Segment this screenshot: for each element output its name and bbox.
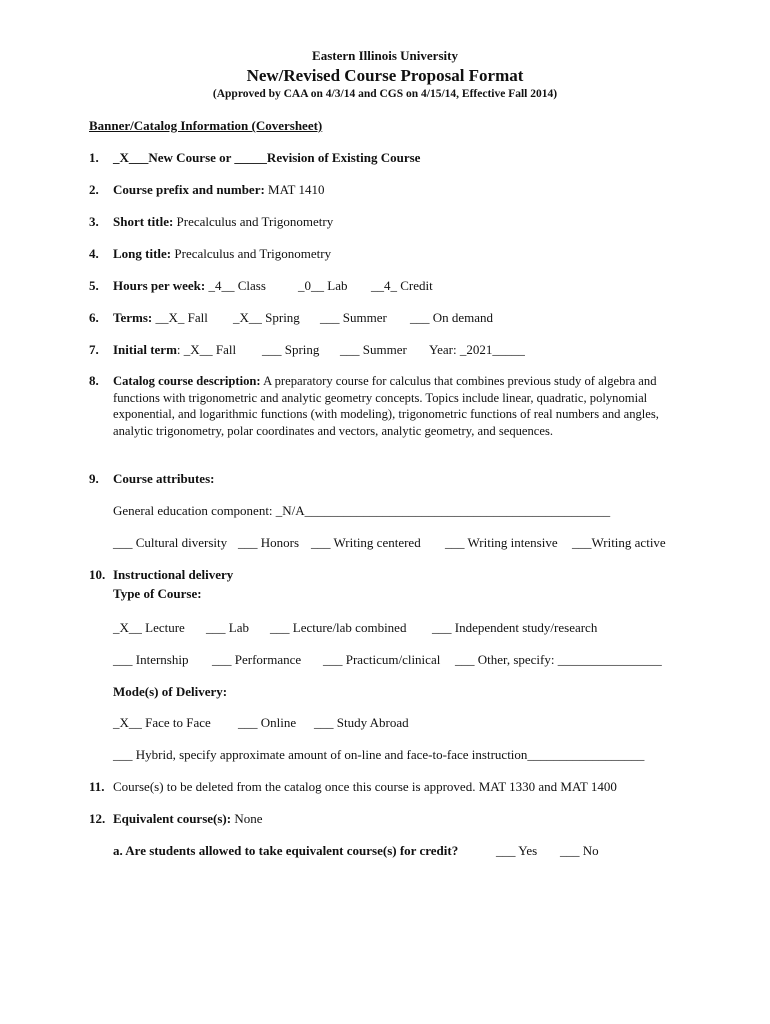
equivalent-credit-no: ___ No bbox=[560, 843, 599, 858]
equivalent-courses-row bbox=[113, 811, 263, 827]
instructional-delivery-label: Instructional delivery bbox=[113, 567, 234, 582]
item-number: 11. bbox=[89, 779, 105, 794]
attr-cultural-diversity: ___ Cultural diversity bbox=[113, 535, 228, 550]
mode-study-abroad: ___ Study Abroad bbox=[314, 715, 409, 730]
field-label: Equivalent course(s): bbox=[113, 811, 232, 826]
field-label: Short title: bbox=[113, 214, 174, 229]
item-number: 3. bbox=[89, 214, 99, 229]
short-title-row bbox=[113, 214, 333, 230]
hours-label-row bbox=[113, 278, 266, 294]
mode-of-delivery-label: Mode(s) of Delivery: bbox=[113, 684, 228, 699]
field-label: Hours per week: bbox=[113, 278, 206, 293]
type-internship: ___ Internship bbox=[113, 652, 189, 667]
document-title: New/Revised Course Proposal Format bbox=[246, 66, 524, 85]
course-prefix-row bbox=[113, 182, 325, 198]
type-other: ___ Other, specify: ________________ bbox=[455, 652, 662, 667]
mode-face-to-face: _X__ Face to Face bbox=[113, 715, 211, 730]
attr-honors: ___ Honors bbox=[238, 535, 300, 550]
type-independent-study: ___ Independent study/research bbox=[432, 620, 598, 635]
mode-hybrid: ___ Hybrid, specify approximate amount of on-line and face-to-face instruction__________________ bbox=[113, 747, 645, 762]
field-label: Course prefix and number: bbox=[113, 182, 265, 197]
long-title-value: Precalculus and Trigonometry bbox=[171, 246, 332, 261]
field-label: Terms: bbox=[113, 310, 153, 325]
attr-writing-centered: ___ Writing centered bbox=[311, 535, 421, 550]
initial-term-fall: : _X__ Fall bbox=[176, 342, 237, 357]
type-lecture-lab: ___ Lecture/lab combined bbox=[270, 620, 407, 635]
item-number: 1. bbox=[89, 150, 99, 165]
course-prefix-value: MAT 1410 bbox=[264, 182, 325, 197]
terms-on-demand: ___ On demand bbox=[410, 310, 494, 325]
mode-online: ___ Online bbox=[238, 715, 297, 730]
field-label: Catalog course description: bbox=[113, 374, 261, 388]
hours-credit-value: __4_ Credit bbox=[371, 278, 433, 293]
catalog-description bbox=[113, 373, 673, 439]
hours-class-value: _4__ Class bbox=[205, 278, 266, 293]
type-lab: ___ Lab bbox=[206, 620, 249, 635]
type-lecture: _X__ Lecture bbox=[113, 620, 185, 635]
gen-ed-component: General education component: _N/A_______________________________________________ bbox=[113, 503, 611, 518]
item-number: 10. bbox=[89, 567, 106, 582]
hours-lab-value: _0__ Lab bbox=[298, 278, 348, 293]
item-number: 5. bbox=[89, 278, 99, 293]
item-number: 9. bbox=[89, 471, 99, 486]
item-number: 7. bbox=[89, 342, 99, 357]
equivalent-courses-value: None bbox=[231, 811, 263, 826]
field-label: Long title: bbox=[113, 246, 172, 261]
item-number: 6. bbox=[89, 310, 99, 325]
terms-spring: _X__ Spring bbox=[233, 310, 300, 325]
courses-to-delete: Course(s) to be deleted from the catalog once this course is approved. MAT 1330 and MAT 1400 bbox=[113, 779, 617, 794]
terms-fall: __X_ Fall bbox=[152, 310, 208, 325]
type-practicum: ___ Practicum/clinical bbox=[323, 652, 441, 667]
item-number: 12. bbox=[89, 811, 106, 826]
terms-summer: ___ Summer bbox=[320, 310, 387, 325]
document-subtitle: (Approved by CAA on 4/3/14 and CGS on 4/15/14, Effective Fall 2014) bbox=[212, 88, 558, 100]
initial-term-year: Year: _2021_____ bbox=[429, 342, 525, 357]
equivalent-credit-question: a. Are students allowed to take equivalent course(s) for credit? bbox=[113, 843, 459, 858]
terms-row bbox=[113, 310, 208, 326]
course-attributes-label: Course attributes: bbox=[113, 471, 215, 486]
attr-writing-active: ___Writing active bbox=[572, 535, 666, 550]
university-name: Eastern Illinois University bbox=[312, 48, 458, 63]
initial-term-summer: ___ Summer bbox=[340, 342, 407, 357]
short-title-value: Precalculus and Trigonometry bbox=[173, 214, 334, 229]
type-of-course-label: Type of Course: bbox=[113, 586, 202, 601]
item-number: 2. bbox=[89, 182, 99, 197]
attr-writing-intensive: ___ Writing intensive bbox=[445, 535, 558, 550]
item-number: 8. bbox=[89, 373, 99, 388]
type-performance: ___ Performance bbox=[212, 652, 302, 667]
initial-term-row bbox=[113, 342, 236, 358]
field-label: Initial term bbox=[113, 342, 177, 357]
initial-term-spring: ___ Spring bbox=[262, 342, 320, 357]
catalog-description-text: A preparatory course for calculus that combines previous study of algebra and functions with trigonometric and analytic geometry concepts. Topics include linear, quadratic, polynomial exponential, and logarithmic functions (with modeling), trigonometric functions of real numbers and angles, analytic trigonometry, polar coordinates and vectors, analytic geometry, and sequences. bbox=[113, 374, 659, 438]
equivalent-credit-yes: ___ Yes bbox=[496, 843, 538, 858]
item-number: 4. bbox=[89, 246, 99, 261]
course-type-field: _X___New Course or _____Revision of Existing Course bbox=[113, 150, 421, 165]
long-title-row bbox=[113, 246, 331, 262]
section-heading: Banner/Catalog Information (Coversheet) bbox=[89, 118, 323, 133]
